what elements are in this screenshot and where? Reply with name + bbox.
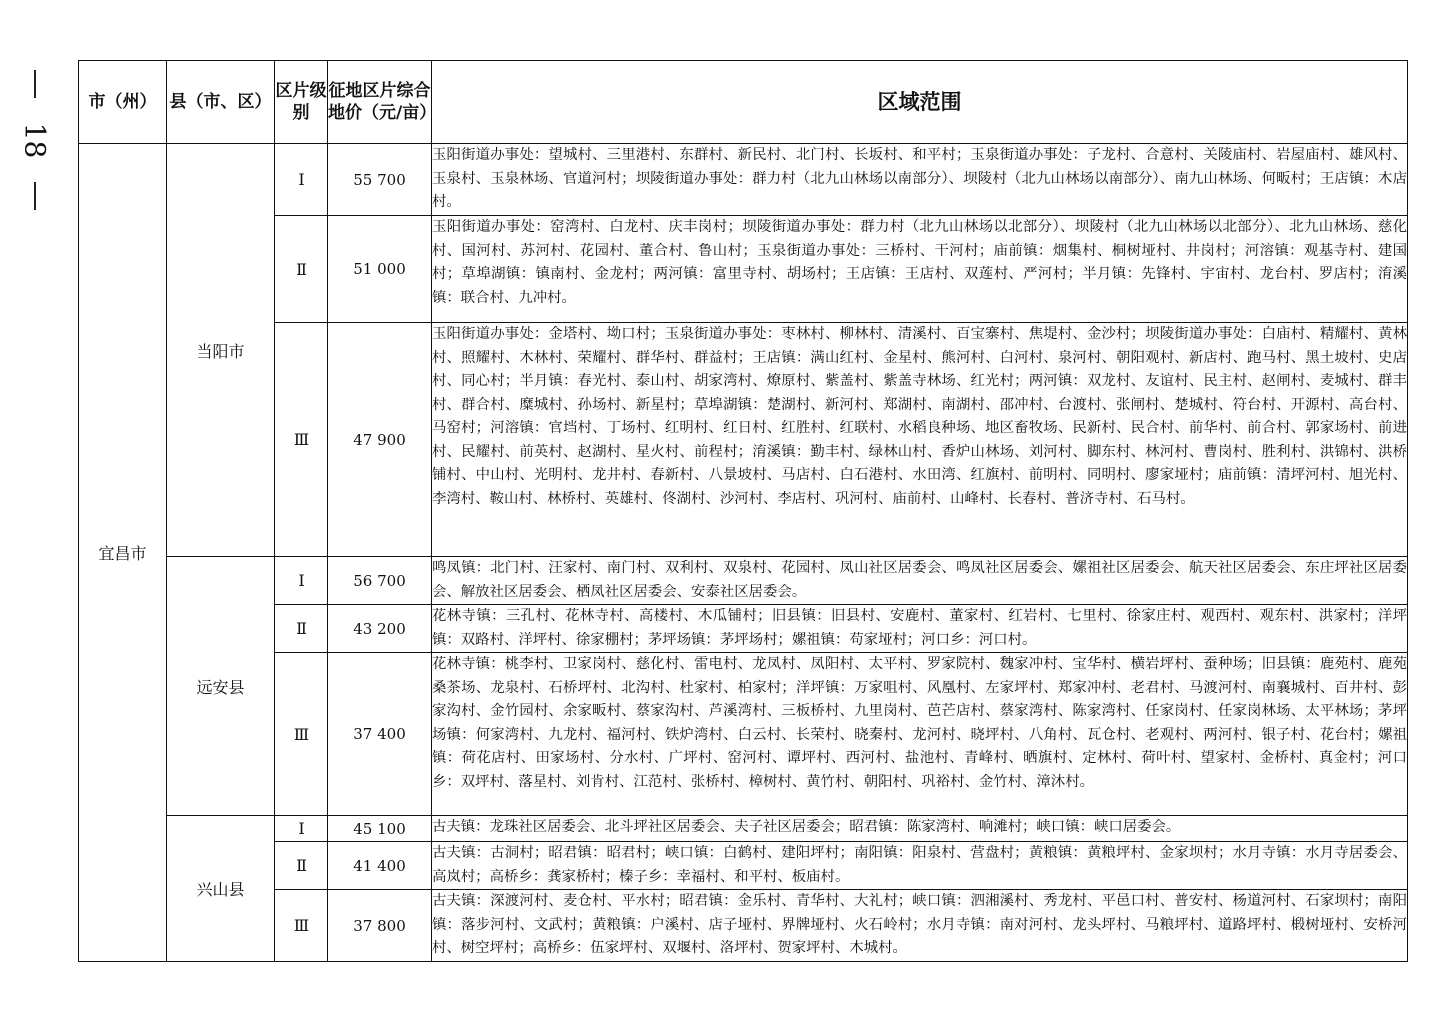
price-cell: 37 800: [328, 890, 432, 962]
price-cell: 51 000: [328, 216, 432, 323]
page-number-text: 18: [18, 122, 52, 159]
header-city: 市（州）: [79, 61, 167, 144]
price-cell: 55 700: [328, 144, 432, 216]
price-cell: 45 100: [328, 816, 432, 842]
area-cell: 玉阳街道办事处：金塔村、坳口村；玉泉街道办事处：枣林村、柳林村、清溪村、百宝寨村、焦堤村、金沙村；坝陵街道办事处：白庙村、精耀村、黄林村、照耀村、木林村、荣耀村、群华村、群益村；王店镇：满山红村、金星村、熊河村、白河村、泉河村、朝阳观村、新店村、跑马村、黑土坡村、史店村、同心村；半月镇：春光村、泰山村、胡家湾村、燎原村、紫盖村、紫盖寺林场、红光村；两河镇：双龙村、友谊村、民主村、赵闸村、麦城村、群丰村、群合村、糜城村、孙场村、新星村；草埠湖镇：楚湖村、新河村、郑湖村、南湖村、邵冲村、台渡村、张闸村、楚城村、符台村、开源村、高台村、马窑村；河溶镇：官垱村、丁场村、红明村、红日村、红胜村、红联村、水稻良种场、地区畜牧场、民新村、民合村、前华村、前合村、郭家场村、前进村、民耀村、前英村、赵湖村、星火村、前程村；淯溪镇：勤丰村、绿林山村、香炉山林场、刘河村、脚东村、林河村、曹岗村、胜利村、洪锦村、洪桥铺村、中山村、光明村、龙井村、春新村、八景坡村、马店村、白石港村、水田湾、红旗村、前明村、同明村、廖家垭村；庙前镇：清坪河村、旭光村、李湾村、鞍山村、林桥村、英雄村、佟湖村、沙河村、李店村、巩河村、庙前村、山峰村、长春村、普济寺村、石马村。: [432, 323, 1408, 557]
land-price-table: [78, 60, 1408, 962]
price-cell: 43 200: [328, 605, 432, 653]
area-cell: 花林寺镇：桃李村、卫家岗村、慈化村、雷电村、龙凤村、凤阳村、太平村、罗家院村、魏家冲村、宝华村、横岩坪村、蚕种场；旧县镇：鹿苑村、鹿苑桑茶场、龙泉村、石桥坪村、北沟村、杜家村、柏家村；洋坪镇：万家咀村、风凰村、左家坪村、郑家冲村、老君村、马渡河村、南襄城村、百井村、彭家沟村、金竹园村、余家畈村、蔡家沟村、芦溪湾村、三板桥村、九里岗村、芭芒店村、蔡家湾村、陈家湾村、任家岗村、任家岗林场、太平林场；茅坪场镇：何家湾村、九龙村、福河村、铁炉湾村、白云村、长荣村、晓秦村、龙河村、晓坪村、八角村、瓦仓村、老观村、两河村、银子村、花台村；嫘祖镇：荷花店村、田家场村、分水村、广坪村、窑河村、谭坪村、西河村、盐池村、青峰村、晒旗村、定林村、荷叶村、望家村、金桥村、真金村；河口乡：双坪村、落星村、刘肯村、江范村、张桥村、樟树村、黄竹村、朝阳村、巩裕村、金竹村、漳沐村。: [432, 653, 1408, 816]
table-row: [79, 144, 1408, 216]
area-cell: 玉阳街道办事处：望城村、三里港村、东群村、新民村、北门村、长坂村、和平村；玉泉街道办事处：子龙村、合意村、关陵庙村、岩屋庙村、雄风村、玉泉村、玉泉林场、官道河村；坝陵街道办事处：群力村（北九山林场以南部分）、坝陵村（北九山林场以南部分）、南九山林场、何畈村；王店镇：木店村。: [432, 144, 1408, 216]
level-cell: Ⅰ: [275, 816, 328, 842]
area-cell: 玉阳街道办事处：窑湾村、白龙村、庆丰岗村；坝陵街道办事处：群力村（北九山林场以北部分）、坝陵村（北九山林场以北部分）、北九山林场、慈化村、国河村、苏河村、花园村、董合村、鲁山村；玉泉街道办事处：三桥村、干河村；庙前镇：烟集村、桐树垭村、井岗村；河溶镇：观基寺村、建国村；草埠湖镇：镇南村、金龙村；两河镇：富里寺村、胡场村；王店镇：王店村、双莲村、严河村；半月镇：先锋村、宇宙村、龙台村、罗店村；淯溪镇：联合村、九冲村。: [432, 216, 1408, 323]
table-row: [79, 653, 1408, 816]
area-cell: 花林寺镇：三孔村、花林寺村、高楼村、木瓜铺村；旧县镇：旧县村、安鹿村、董家村、红岩村、七里村、徐家庄村、观西村、观东村、洪家村；洋坪镇：双路村、洋坪村、徐家棚村；茅坪场镇：茅坪场村；嫘祖镇：苟家垭村；河口乡：河口村。: [432, 605, 1408, 653]
level-cell: Ⅰ: [275, 557, 328, 605]
page-number-dash-bottom: [34, 182, 36, 210]
table-row: [79, 842, 1408, 890]
city-cell: 宜昌市: [79, 144, 167, 962]
table-row: [79, 323, 1408, 557]
header-area: 区域范围: [432, 61, 1408, 144]
level-cell: Ⅲ: [275, 323, 328, 557]
level-cell: Ⅲ: [275, 653, 328, 816]
area-cell: 古夫镇：深渡河村、麦仓村、平水村；昭君镇：金乐村、青华村、大礼村；峡口镇：泗湘溪村、秀龙村、平邑口村、普安村、杨道河村、石家坝村；南阳镇：落步河村、文武村；黄粮镇：户溪村、店子垭村、界牌垭村、火石岭村；水月寺镇：南对河村、龙头坪村、马粮坪村、道路坪村、椴树垭村、安桥河村、树空坪村；高桥乡：伍家坪村、双堰村、洛坪村、贺家坪村、木城村。: [432, 890, 1408, 962]
county-cell: 兴山县: [167, 816, 275, 962]
table-row: [79, 216, 1408, 323]
level-cell: Ⅰ: [275, 144, 328, 216]
level-cell: Ⅱ: [275, 842, 328, 890]
price-cell: 41 400: [328, 842, 432, 890]
area-cell: 古夫镇：古洞村；昭君镇：昭君村；峡口镇：白鹤村、建阳坪村；南阳镇：阳泉村、营盘村；黄粮镇：黄粮坪村、金家坝村；水月寺镇：水月寺居委会、高岚村；高桥乡：龚家桥村；榛子乡：幸福村、和平村、板庙村。: [432, 842, 1408, 890]
table-row: [79, 557, 1408, 605]
table-header-row: [79, 61, 1408, 144]
page-number: [18, 70, 52, 220]
level-cell: Ⅱ: [275, 605, 328, 653]
price-cell: 47 900: [328, 323, 432, 557]
area-cell: 鸣凤镇：北门村、汪家村、南门村、双利村、双泉村、花园村、凤山社区居委会、鸣凤社区居委会、嫘祖社区居委会、航天社区居委会、东庄坪社区居委会、解放社区居委会、栖凤社区居委会、安泰社区居委会。: [432, 557, 1408, 605]
level-cell: Ⅱ: [275, 216, 328, 323]
level-cell: Ⅲ: [275, 890, 328, 962]
header-county: 县（市、区）: [167, 61, 275, 144]
area-cell: 古夫镇：龙珠社区居委会、北斗坪社区居委会、夫子社区居委会；昭君镇：陈家湾村、响滩村；峡口镇：峡口居委会。: [432, 816, 1408, 842]
county-cell: 当阳市: [167, 144, 275, 557]
page-number-dash-top: [34, 70, 36, 98]
price-cell: 56 700: [328, 557, 432, 605]
price-cell: 37 400: [328, 653, 432, 816]
header-price: 征地区片综合地价（元/亩）: [328, 61, 432, 144]
header-level: 区片级别: [275, 61, 328, 144]
table-row: [79, 890, 1408, 962]
table-row: [79, 816, 1408, 842]
table-row: [79, 605, 1408, 653]
county-cell: 远安县: [167, 557, 275, 816]
